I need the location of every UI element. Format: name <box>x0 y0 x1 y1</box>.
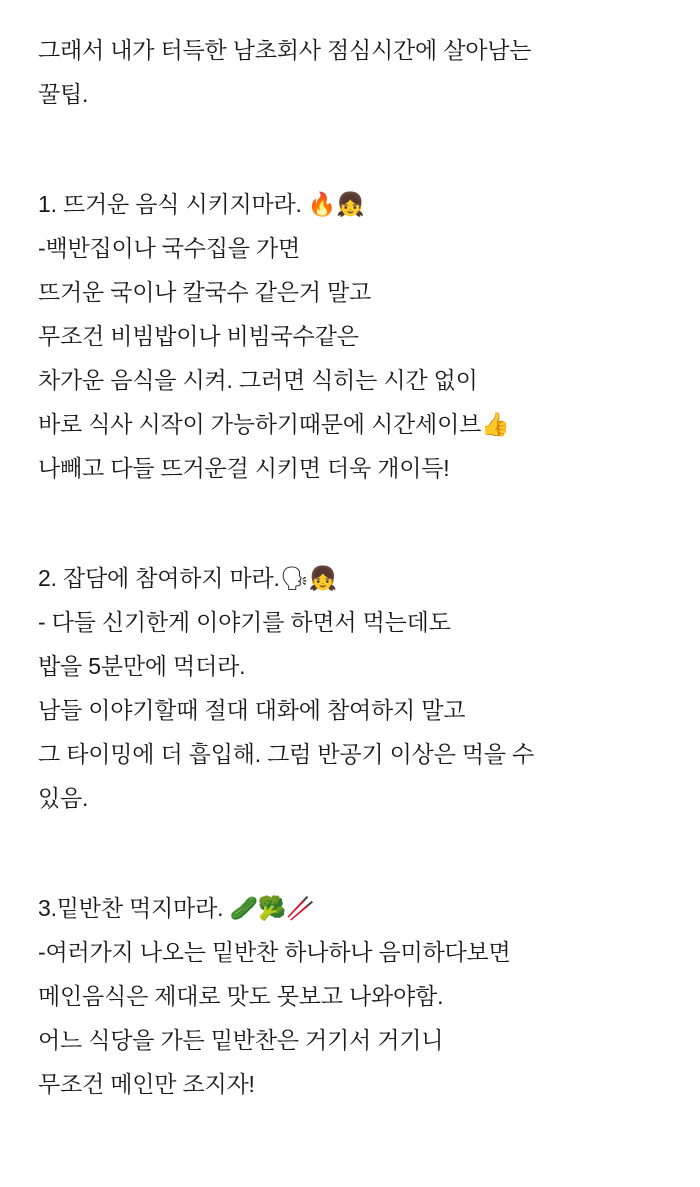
section-gap-2b <box>38 534 662 556</box>
tip-3-line-4: 무조건 메인만 조지자! <box>38 1071 255 1097</box>
tip-3-line-1: -여러가지 나오는 밑반찬 하나하나 음미하다보면 <box>38 939 511 965</box>
section-gap-1 <box>38 116 662 160</box>
tip-1-line-4: 차가운 음식을 시켜. 그러면 식히는 시간 없이 <box>38 367 478 393</box>
tip-1-line-2: 뜨거운 국이나 칼국수 같은거 말고 <box>38 279 372 305</box>
tip-2-line-2: 밥을 5분만에 먹더라. <box>38 653 246 679</box>
section-gap-1b <box>38 160 662 182</box>
section-gap-2 <box>38 490 662 534</box>
intro-block <box>38 28 662 116</box>
tip-1-line-6: 나빼고 다들 뜨거운걸 시키면 더욱 개이득! <box>38 455 450 481</box>
intro-line-1: 그래서 내가 터득한 남초회사 점심시간에 살아남는 <box>38 37 532 63</box>
tip-block-3 <box>38 886 662 1106</box>
tip-3-line-3: 어느 식당을 가든 밑반찬은 거기서 거기니 <box>38 1027 444 1053</box>
tip-2-line-1: - 다들 신기한게 이야기를 하면서 먹는데도 <box>38 609 451 635</box>
tip-block-1 <box>38 182 662 490</box>
section-gap-3b <box>38 864 662 886</box>
tip-3-heading: 3.밑반찬 먹지마라. 🥒🥦🥢 <box>38 895 315 921</box>
tip-1-line-3: 무조건 비빔밥이나 비빔국수같은 <box>38 323 359 349</box>
tip-1-heading: 1. 뜨거운 음식 시키지마라. 🔥👧 <box>38 191 365 217</box>
tip-3-line-2: 메인음식은 제대로 맛도 못보고 나와야함. <box>38 983 444 1009</box>
tip-2-line-5: 있음. <box>38 785 89 811</box>
tip-2-line-3: 남들 이야기할때 절대 대화에 참여하지 말고 <box>38 697 466 723</box>
tip-block-2 <box>38 556 662 820</box>
section-gap-3 <box>38 820 662 864</box>
intro-line-2: 꿀팁. <box>38 81 89 107</box>
tip-1-line-1: -백반집이나 국수집을 가면 <box>38 235 301 261</box>
tip-2-line-4: 그 타이밍에 더 흡입해. 그럼 반공기 이상은 먹을 수 <box>38 741 535 767</box>
tip-2-heading: 2. 잡담에 참여하지 마라.🗣👧 <box>38 565 338 591</box>
tip-1-line-5: 바로 식사 시작이 가능하기때문에 시간세이브👍 <box>38 411 510 437</box>
